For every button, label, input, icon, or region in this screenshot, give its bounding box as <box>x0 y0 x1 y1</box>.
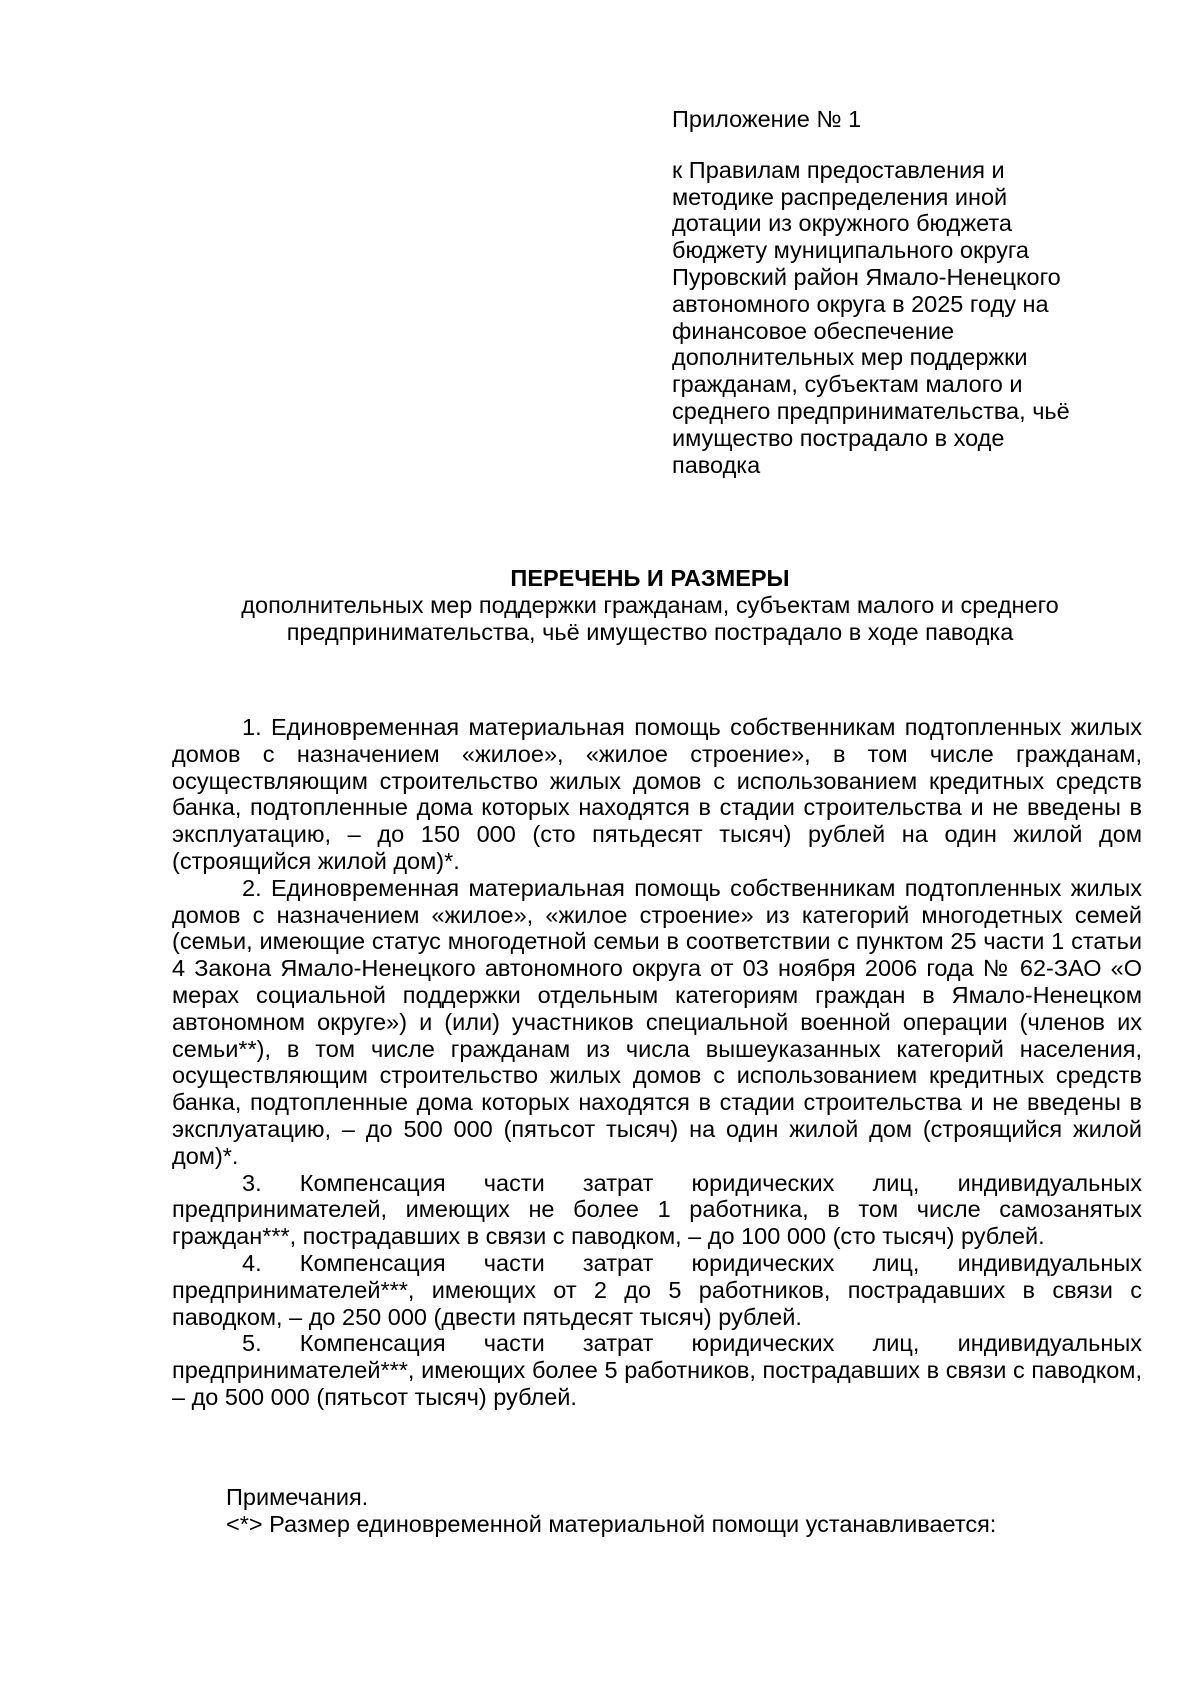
appendix-block <box>672 106 1172 478</box>
list-item-4: 4. Компенсация части затрат юридических лиц, индивидуальных предпринимателей***, имеющих от 2 до 5 работников, пострадавших в связи с паводком, – до 250 000 (двести пятьдесят тысяч) рублей. <box>172 1249 1142 1330</box>
heading-title: ПЕРЕЧЕНЬ И РАЗМЕРЫ <box>510 565 790 591</box>
list-item-3: 3. Компенсация части затрат юридических лиц, индивидуальных предпринимателей, имеющих не более 1 работника, в том числе самозанятых граждан***, пострадавших в связи с паводком, – до 100 000 (сто тысяч) рублей. <box>172 1169 1142 1250</box>
notes-title: Примечания. <box>226 1484 369 1510</box>
appendix-number: Приложение № 1 <box>672 106 862 132</box>
heading-subtitle: дополнительных мер поддержки гражданам, субъектам малого и среднего предпринимательства, чьё имущество пострадало в ходе паводка <box>241 591 1059 645</box>
list-item-5: 5. Компенсация части затрат юридических лиц, индивидуальных предпринимателей***, имеющих более 5 работников, пострадавших в связи с паводком, – до 500 000 (пятьсот тысяч) рублей. <box>172 1330 1142 1410</box>
list-item-1: 1. Единовременная материальная помощь собственникам подтопленных жилых домов с назначением «жилое», «жилое строение», в том числе гражданам, осуществляющим строительство жилых домов с использованием кредитных средств банка, подтопленные дома которых находятся в стадии строительства и не введены в эксплуатацию, – до 150 000 (сто пятьдесят тысяч) рублей на один жилой дом (строящийся жилой дом)*. <box>172 714 1142 874</box>
note-first: <*> Размер единовременной материальной помощи устанавливается: <box>226 1510 997 1537</box>
appendix-reference: к Правилам предоставления и методике распределения иной дотации из окружного бюджета бюджету муниципального округа Пуровский район Ямало-Ненецкого автономного округа в 2025 году на финансовое обеспечение дополнительных мер поддержки гражданам, субъектам малого и среднего предпринимательства, чьё имущество пострадало в ходе паводка <box>672 156 1070 478</box>
notes-block <box>226 1484 1142 1538</box>
measures-list <box>172 714 1142 1411</box>
document-heading <box>150 565 1150 645</box>
list-item-2: 2. Единовременная материальная помощь собственникам подтопленных жилых домов с назначением «жилое», «жилое строение» из категорий многодетных семей (семьи, имеющие статус многодетной семьи в соответствии с пунктом 25 части 1 статьи 4 Закона Ямало-Ненецкого автономного округа от 03 ноября 2006 года № 62-ЗАО «О мерах социальной поддержки отдельным категориям граждан в Ямало-Ненецком автономном округе») и (или) участников специальной военной операции (членов их семьи**), в том числе гражданам из числа вышеуказанных категорий населения, осуществляющим строительство жилых домов с использованием кредитных средств банка, подтопленные дома которых находятся в стадии строительства и не введены в эксплуатацию, – до 500 000 (пятьсот тысяч) на один жилой дом (строящийся жилой дом)*. <box>172 874 1142 1169</box>
